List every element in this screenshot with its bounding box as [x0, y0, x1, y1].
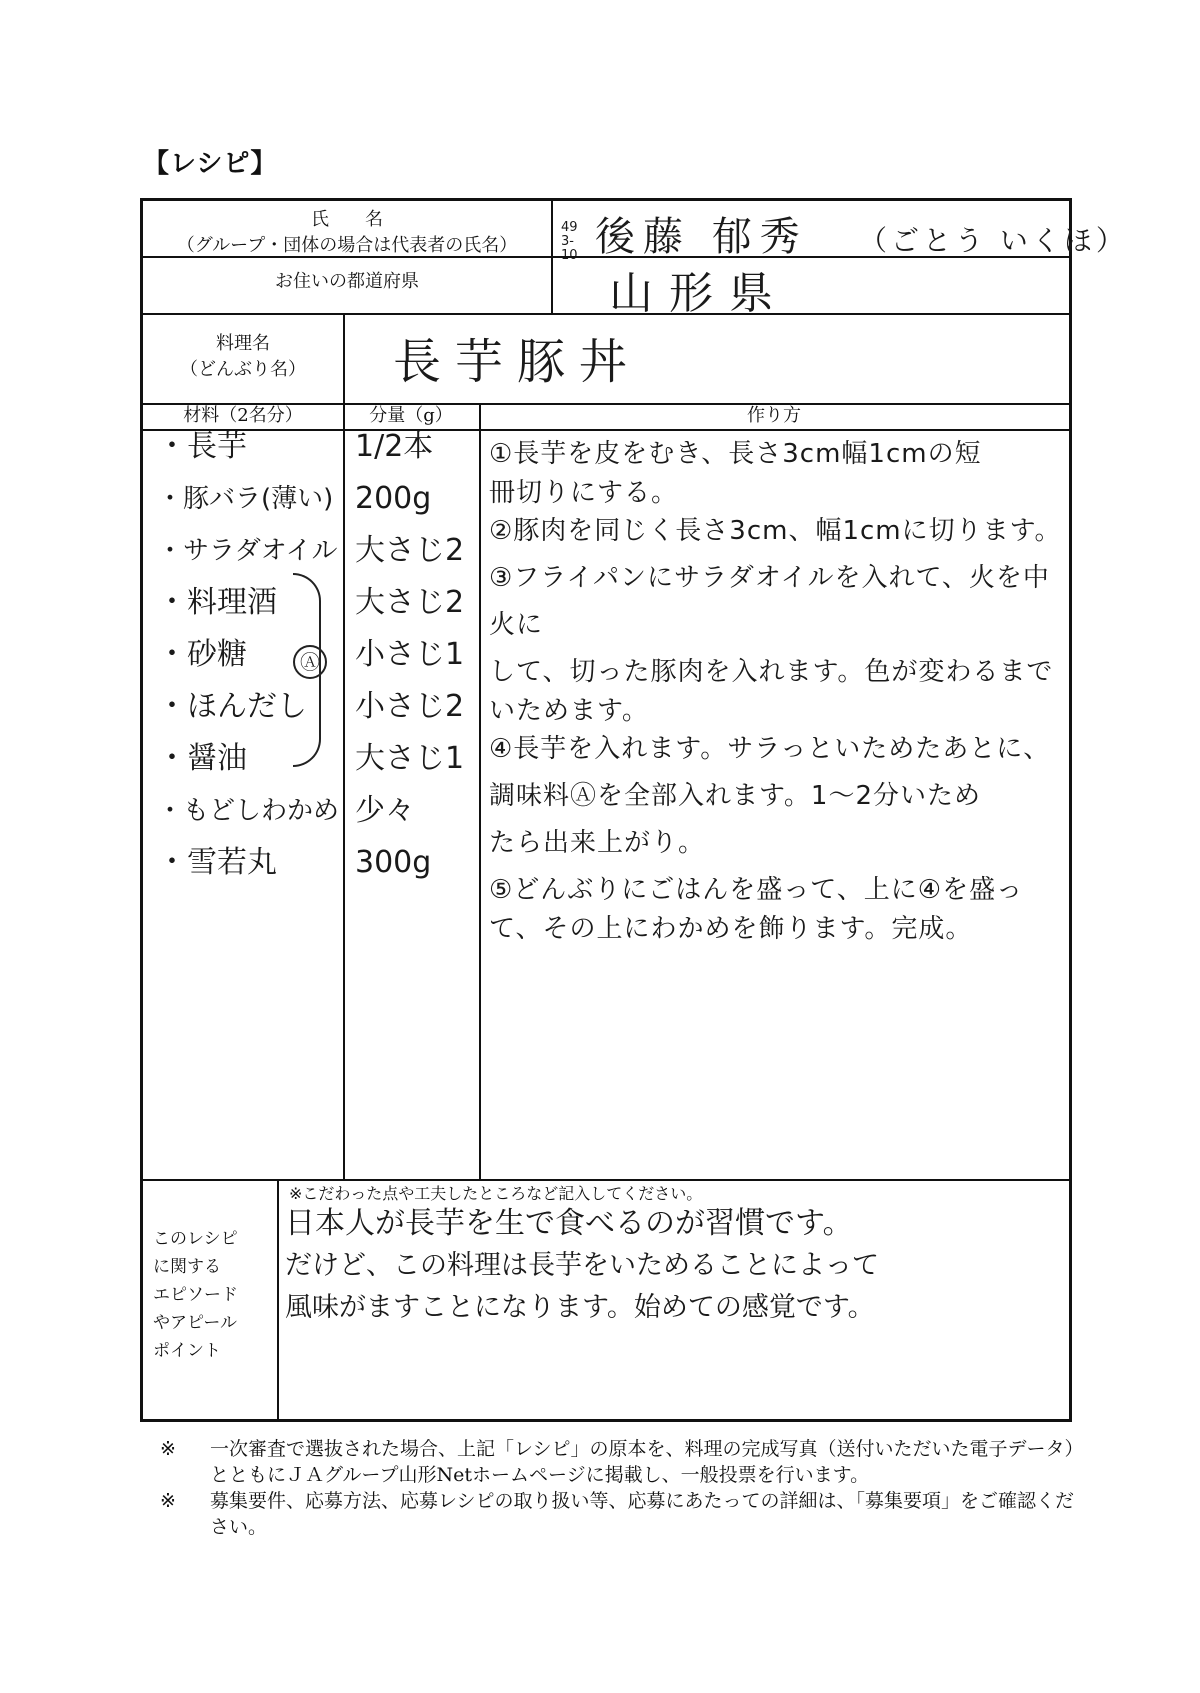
- appeal-divider: [277, 1179, 279, 1422]
- ingredient-amount: 小さじ1: [355, 637, 465, 672]
- method-line: ⑤どんぶりにごはんを盛って、上に④を盛っ: [489, 875, 1024, 905]
- dish-name-value: 長芋豚丼: [393, 334, 642, 390]
- appeal-label: [153, 1225, 273, 1365]
- method-steps: [489, 431, 1065, 944]
- method-line: いためます。: [489, 696, 649, 726]
- method-line: たら出来上がり。: [489, 828, 706, 858]
- footnote-mark: ※: [160, 1490, 176, 1512]
- ingredient-amount: 少々: [355, 793, 415, 828]
- amount-header: 分量（g）: [369, 405, 453, 426]
- name-label: [143, 207, 551, 259]
- method-line: 調味料Ⓐを全部入れます。1〜2分いため: [489, 781, 982, 811]
- applicant-name: 後藤 郁秀: [595, 214, 808, 260]
- ingredient-name: ・ほんだし: [157, 689, 307, 724]
- footnote: [160, 1488, 1080, 1540]
- appeal-line: 日本人が長芋を生で食べるのが習慣です。: [285, 1206, 853, 1241]
- ingredient-amount: 1/2本: [355, 429, 434, 464]
- entry-code: 49 3-10: [561, 220, 578, 263]
- seasoning-group-mark: Ⓐ: [293, 645, 327, 679]
- method-line: ①長芋を皮をむき、長さ3cm幅1cmの短: [489, 439, 982, 469]
- footnote: [160, 1436, 1080, 1488]
- name-label-line1: 氏 名: [311, 209, 383, 230]
- footnotes: [160, 1436, 1080, 1540]
- ingredient-name: ・雪若丸: [157, 845, 277, 880]
- appeal-instruction: ※こだわった点や工夫したところなど記入してください。: [289, 1184, 703, 1203]
- dish-label-line1: 料理名: [216, 333, 270, 354]
- ingredient-amount: 小さじ2: [355, 689, 465, 724]
- ingredient-name: ・醤油: [157, 741, 247, 776]
- ingredient-name: ・豚バラ(薄い): [157, 484, 334, 514]
- ingredient-name: ・長芋: [157, 429, 247, 464]
- ingredient-amount: 大さじ1: [355, 741, 465, 776]
- dish-label-line2: （どんぶり名）: [180, 359, 306, 380]
- appeal-label-line: このレシピ: [153, 1229, 238, 1249]
- prefecture-label: お住いの都道府県: [275, 271, 419, 292]
- method-line: ④長芋を入れます。サラっといためたあとに、: [489, 734, 1051, 764]
- method-line: て、その上にわかめを飾ります。完成。: [489, 914, 973, 944]
- appeal-text: [285, 1203, 1065, 1329]
- appeal-label-line: やアピール: [153, 1313, 237, 1333]
- row-divider-1: [143, 256, 1069, 258]
- amount-divider: [479, 403, 481, 1179]
- appeal-label-line: に関する: [153, 1257, 221, 1277]
- appeal-line: だけど、この料理は長芋をいためることによって: [285, 1250, 879, 1281]
- section-title: 【レシピ】: [143, 149, 278, 179]
- method-line: ③フライパンにサラダオイルを入れて、火を中火に: [489, 563, 1050, 640]
- dish-label: [143, 331, 343, 383]
- method-line: 冊切りにする。: [489, 478, 679, 508]
- method-line: ②豚肉を同じく長さ3cm、幅1cmに切ります。: [489, 516, 1062, 546]
- ingredient-name: ・砂糖: [157, 637, 247, 672]
- method-line: して、切った豚肉を入れます。色が変わるまで: [489, 657, 1054, 687]
- name-label-line2: （グループ・団体の場合は代表者の氏名）: [176, 235, 518, 256]
- ingredient-amount: 200g: [355, 481, 432, 516]
- ingredient-amount: 大さじ2: [355, 585, 465, 620]
- footnote-mark: ※: [160, 1438, 176, 1460]
- appeal-label-line: エピソード: [153, 1285, 238, 1305]
- ingredients-divider: [343, 313, 345, 1179]
- footnote-text: 一次審査で選抜された場合、上記「レシピ」の原本を、料理の完成写真（送付いただいた電子データ）とともにＪＡグループ山形Netホームページに掲載し、一般投票を行います。: [210, 1438, 1075, 1486]
- appeal-label-line: ポイント: [153, 1341, 221, 1361]
- ingredient-amount: 大さじ2: [355, 533, 465, 568]
- appeal-line: 風味がますことになります。始めての感覚です。: [285, 1292, 875, 1323]
- recipe-form: [140, 198, 1128, 1422]
- method-header: 作り方: [747, 405, 801, 426]
- amount-list: [355, 421, 479, 889]
- ingredient-name: ・サラダオイル: [157, 536, 338, 566]
- footnote-text: 募集要件、応募方法、応募レシピの取り扱い等、応募にあたっての詳細は、「募集要項」をご確認ください。: [210, 1490, 1075, 1538]
- prefecture-value: 山形県: [609, 268, 789, 319]
- ingredient-amount: 300g: [355, 845, 432, 880]
- ingredient-name: ・もどしわかめ: [157, 796, 340, 826]
- row-divider-2: [143, 313, 1069, 315]
- ingredient-name: ・料理酒: [157, 585, 277, 620]
- applicant-name-reading: （ごとう いくほ）: [859, 224, 1128, 257]
- ingredients-header: 材料（2名分）: [183, 405, 303, 426]
